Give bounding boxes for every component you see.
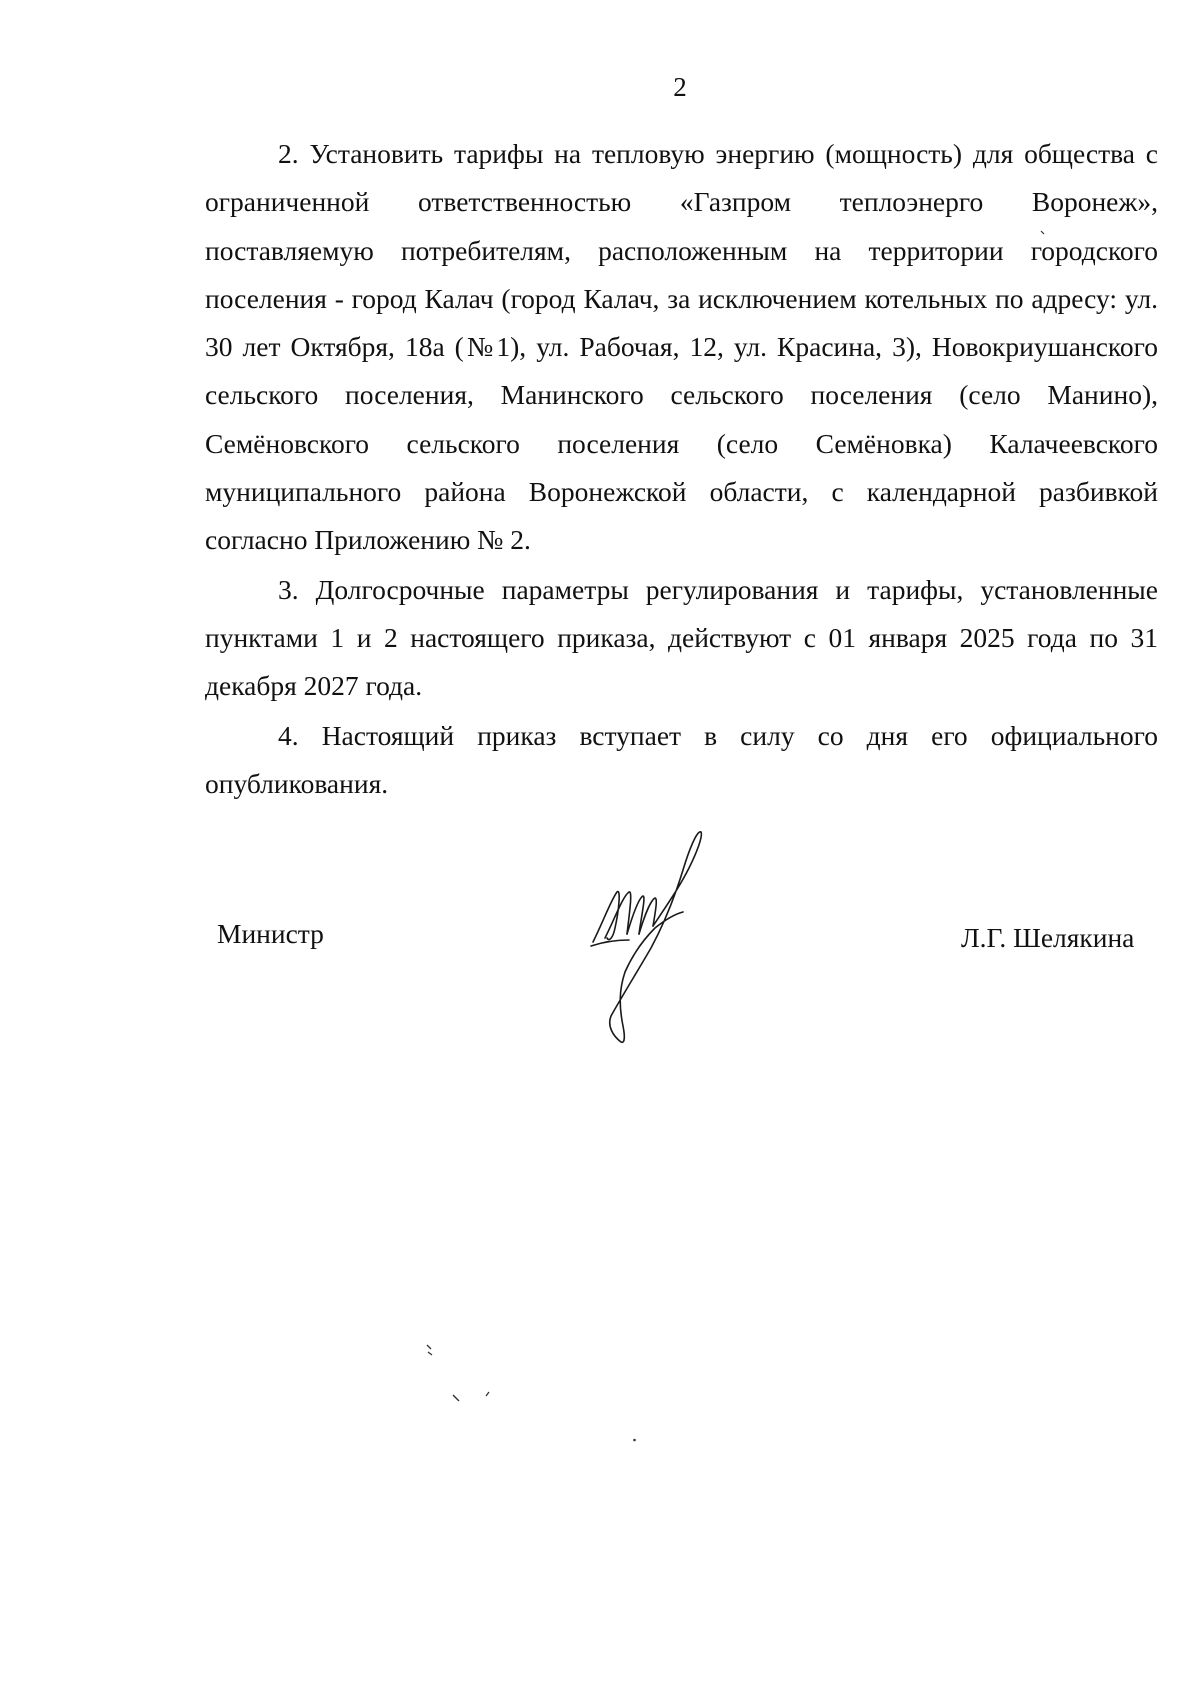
document-body [205,130,1158,809]
paragraph-item-2: 2. Установить тарифы на тепловую энергию (мощность) для общества с ограниченной ответственностью «Газпром теплоэнерго Воронеж», поставляемую потребителям, расположенным на территории городского поселения - город Калач (город Калач, за исключением котельных по адресу: ул. 30 лет Октября, 18а (№1), ул. Рабочая, 12, ул. Красина, 3), Новокриушанского сельского поселения, Манинского сельского поселения (село Манино), Семёновского сельского поселения (село Семёновка) Калачеевского муниципального района Воронежской области, с календарной разбивкой согласно Приложению № 2. [205,138,1158,556]
signatory-title: Министр [217,918,324,949]
page-number: 2 [673,72,687,102]
handwritten-signature [585,830,735,1045]
signatory-name: Л.Г. Шелякина [961,922,1135,953]
paragraph-item-4: 4. Настоящий приказ вступает в силу со дня его официального опубликования. [205,719,1158,799]
paragraph-item-3: 3. Долгосрочные параметры регулирования и тарифы, установленные пунктами 1 и 2 настоящего приказа, действуют с 01 января 2025 года по 31 декабря 2027 года. [205,573,1158,702]
scan-speck [425,1343,435,1357]
scan-speck [1040,230,1046,236]
scan-speck [484,1390,492,1398]
scan-speck [452,1393,464,1405]
scan-speck [632,1437,637,1443]
